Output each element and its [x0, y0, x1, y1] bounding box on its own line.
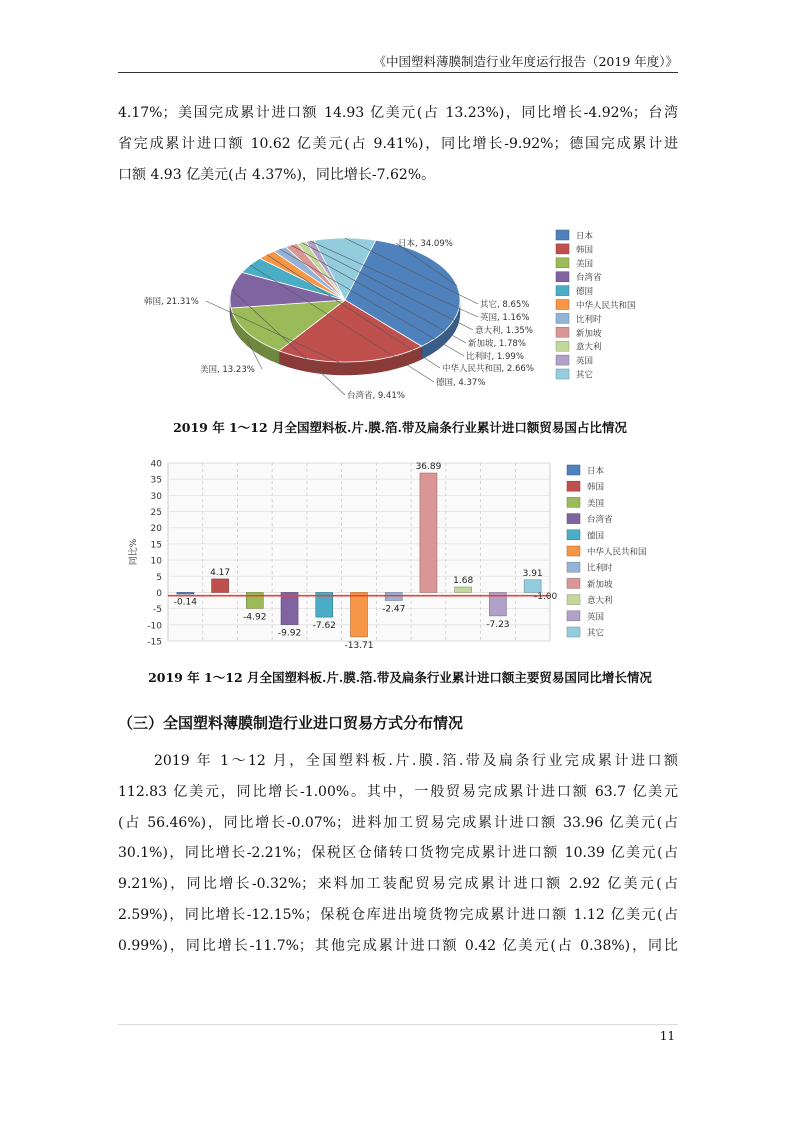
y-tick-labels: [147, 460, 162, 648]
bar-value-label: -4.92: [243, 612, 267, 623]
legend-swatch: [567, 497, 580, 507]
legend-swatch: [556, 272, 569, 282]
bar-value-label: -0.14: [173, 597, 198, 608]
bar-value-label: -13.71: [344, 640, 374, 651]
bar-0: [177, 592, 194, 594]
y-tick-label: 10: [150, 556, 162, 567]
y-tick-label: 0: [156, 588, 162, 599]
text-line: 2.59%)，同比增长-12.15%；保税仓库进出境货物完成累计进口额 1.12 亿美元(占: [118, 906, 678, 923]
bar-1: [212, 579, 229, 592]
legend-swatch: [567, 514, 580, 524]
pie-chart: [140, 218, 640, 408]
text-line: 30.1%)，同比增长-2.21%；保税区仓储转口货物完成累计进口额 10.39 亿美元(占: [118, 845, 678, 862]
legend-label: 德国: [576, 287, 594, 298]
legend-label: 中华人民共和国: [576, 301, 636, 311]
intro-paragraph: [118, 98, 678, 190]
reference-line-label: -1.00: [534, 592, 558, 603]
legend-swatch: [556, 369, 569, 379]
report-title: 《中国塑料薄膜制造行业年度运行报告（2019 年度）》: [373, 54, 678, 69]
pie-slice-label: 德国, 4.37%: [436, 378, 486, 388]
legend-label: 美国: [587, 498, 605, 509]
legend-swatch: [567, 595, 580, 605]
bar-value-label: 1.68: [453, 576, 474, 587]
legend-label: 韩国: [576, 245, 594, 256]
pie-slice-label: 中华人民共和国, 2.66%: [442, 364, 534, 374]
page-number: 11: [659, 1029, 675, 1043]
legend-label: 其它: [576, 370, 594, 381]
legend-label: 日本: [587, 466, 605, 477]
pie-chart-caption: 2019 年 1～12 月全国塑料板.片.膜.箔.带及扁条行业累计进口额贸易国占比情况: [173, 420, 627, 435]
bar-value-label: 4.17: [210, 567, 231, 578]
legend-label: 德国: [587, 531, 605, 542]
y-tick-label: 25: [150, 508, 162, 519]
pie-slice-label: 日本, 34.09%: [398, 239, 453, 249]
legend-label: 台湾省: [587, 515, 613, 526]
pie-slice-label: 韩国, 21.31%: [144, 297, 199, 307]
legend-label: 英国: [587, 612, 605, 623]
bar-2: [246, 592, 263, 608]
legend-swatch: [556, 230, 569, 240]
bar-value-label: 36.89: [415, 462, 442, 473]
pie-legend: [556, 230, 636, 381]
bar-value-label: -2.47: [382, 604, 406, 615]
bar-legend: [567, 465, 647, 639]
legend-label: 韩国: [587, 482, 605, 493]
legend-swatch: [556, 300, 569, 310]
y-tick-label: 20: [150, 524, 162, 535]
legend-label: 比利时: [587, 563, 613, 574]
bar-chart-caption: 2019 年 1～12 月全国塑料板.片.膜.箔.带及扁条行业累计进口额主要贸易国同比增长情况: [148, 670, 652, 685]
bar-value-label: -7.62: [312, 621, 336, 632]
legend-swatch: [567, 481, 580, 491]
bar-3: [281, 592, 298, 624]
legend-swatch: [556, 355, 569, 365]
legend-swatch: [567, 627, 580, 637]
bar-8: [455, 587, 472, 592]
pie-slice-label: 美国, 13.23%: [200, 365, 255, 375]
y-tick-label: -10: [147, 621, 162, 632]
pie-slice-label: 意大利, 1.35%: [475, 326, 533, 336]
legend-swatch: [556, 258, 569, 268]
y-tick-label: 35: [150, 475, 162, 486]
header-rule: [118, 72, 678, 73]
legend-label: 美国: [576, 259, 594, 270]
bar-value-label: -7.23: [486, 619, 510, 630]
legend-swatch: [556, 313, 569, 323]
text-line: 112.83 亿美元，同比增长-1.00%。其中，一般贸易完成累计进口额 63.7 亿美元: [118, 783, 678, 800]
legend-label: 其它: [587, 628, 605, 639]
page-header: [118, 42, 678, 72]
legend-swatch: [556, 244, 569, 254]
text-line: 口额 4.93 亿美元(占 4.37%)，同比增长-7.62%。: [118, 166, 436, 183]
legend-label: 意大利: [576, 342, 602, 353]
text-line: 4.17%；美国完成累计进口额 14.93 亿美元(占 13.23%)，同比增长-4.92%；台湾: [118, 105, 678, 121]
y-tick-label: 30: [150, 491, 162, 502]
section-heading: （三）全国塑料薄膜制造行业进口贸易方式分布情况: [118, 714, 464, 732]
legend-swatch: [567, 578, 580, 588]
legend-label: 英国: [576, 356, 594, 367]
legend-label: 新加坡: [576, 328, 602, 339]
legend-swatch: [567, 530, 580, 540]
legend-swatch: [567, 611, 580, 621]
pie-slice-label: 新加坡, 1.78%: [468, 339, 526, 349]
bar-value-label: -9.92: [277, 628, 302, 639]
legend-label: 意大利: [587, 596, 613, 607]
text-line: (占 56.46%)，同比增长-0.07%；进料加工贸易完成累计进口额 33.96 亿美元(占: [118, 814, 678, 831]
y-axis-label: 同比%: [129, 538, 139, 566]
bar-chart: [110, 452, 670, 652]
pie-slice-label: 台湾省, 9.41%: [347, 391, 405, 401]
legend-swatch: [556, 327, 569, 337]
legend-label: 中华人民共和国: [587, 547, 647, 558]
legend-label: 日本: [576, 231, 594, 242]
y-tick-label: -15: [147, 637, 162, 648]
legend-swatch: [556, 286, 569, 296]
text-line: 2019 年 1～12 月，全国塑料板.片.膜.箔.带及扁条行业完成累计进口额: [154, 753, 678, 769]
y-tick-label: 40: [150, 459, 162, 470]
pie-slice-label: 比利时, 1.99%: [466, 352, 524, 362]
pie-slice-label: 英国, 1.16%: [480, 313, 530, 323]
bar-value-label: 3.91: [522, 568, 543, 579]
y-tick-label: 5: [156, 572, 162, 583]
legend-swatch: [567, 546, 580, 556]
text-line: 0.99%)，同比增长-11.7%；其他完成累计进口额 0.42 亿美元(占 0.38%)，同比: [118, 937, 678, 954]
legend-swatch: [567, 562, 580, 572]
pie-slice-label: 其它, 8.65%: [480, 300, 530, 310]
body-paragraph: [118, 746, 678, 962]
text-line: 9.21%)，同比增长-0.32%；来料加工装配贸易完成累计进口额 2.92 亿美元(占: [118, 876, 678, 893]
legend-label: 比利时: [576, 314, 602, 325]
text-line: 省完成累计进口额 10.62 亿美元(占 9.41%)，同比增长-9.92%；德国完成累计进: [118, 135, 678, 152]
legend-swatch: [556, 341, 569, 351]
y-tick-label: -5: [153, 605, 162, 616]
legend-label: 新加坡: [587, 579, 613, 590]
y-tick-label: 15: [150, 540, 162, 551]
legend-label: 台湾省: [576, 273, 602, 284]
bar-10: [524, 580, 541, 593]
bar-7: [420, 473, 437, 592]
bar-5: [351, 592, 368, 636]
footer-rule: [118, 1024, 678, 1025]
legend-swatch: [567, 465, 580, 475]
